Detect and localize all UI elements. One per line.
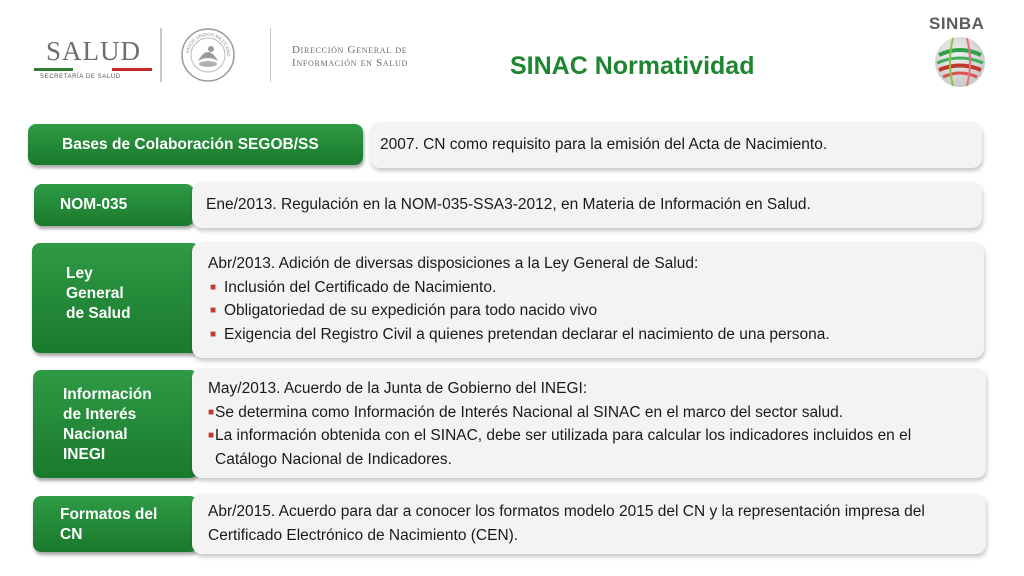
bullet-item (208, 424, 986, 471)
bullet-item (208, 401, 986, 425)
salud-logo-subtitle: SECRETARÍA DE SALUD (40, 74, 121, 80)
row-label-bases-colaboracion (28, 124, 363, 165)
row-label-line: General (66, 285, 124, 302)
header-divider (160, 28, 162, 82)
bullet-item (208, 299, 984, 323)
row-text: Abr/2013. Adición de diversas disposiciones a la Ley General de Salud: (208, 255, 699, 272)
row-label-line: de Salud (66, 305, 131, 322)
tricolor-line (34, 68, 152, 71)
sinba-globe-icon (933, 35, 987, 89)
bullet-text: Se determina como Información de Interés Nacional al SINAC en el marco del sector salud. (215, 403, 844, 421)
row-label-formatos-cn (33, 496, 198, 552)
row-text: 2007. CN como requisito para la emisión del Acta de Nacimiento. (380, 136, 828, 153)
row-label-ley-general-salud (32, 243, 200, 353)
bullet-square-icon: ■ (210, 281, 217, 293)
row-label-line: Ley (66, 265, 93, 282)
row-label-nom-035 (34, 184, 194, 226)
header-divider-2 (270, 28, 271, 82)
row-label-line: Información (63, 386, 152, 403)
row-label-line: de Interés (63, 406, 137, 423)
dgis-logo (292, 44, 408, 70)
row-label-line: NOM-035 (60, 196, 128, 213)
row-text: Abr/2015. Acuerdo para dar a conocer los formatos modelo 2015 del CN y la representación impresa del Certificado Electrónico de Nacimiento (CEN). (208, 503, 925, 544)
row-text: Ene/2013. Regulación en la NOM-035-SSA3-2012, en Materia de Información en Salud. (206, 196, 811, 213)
row-label-line: CN (60, 526, 83, 543)
row-content-ley-general-salud (192, 242, 984, 358)
row-content-informacion-interes-nacional (192, 368, 986, 478)
dgis-line-2: Información en Salud (292, 57, 408, 69)
row-label-line: INEGI (63, 446, 106, 463)
bullet-text: La información obtenida con el SINAC, debe ser utilizada para calcular los indicadores incluidos en el Catálogo Nacional de Indicadores. (215, 427, 912, 468)
mexico-seal-icon (180, 27, 236, 83)
salud-logo (30, 30, 160, 85)
bullet-square-icon: ■ (210, 305, 217, 316)
seal-text: TADOS UNIDOS MEXICANO (185, 31, 232, 57)
row-text: May/2013. Acuerdo de la Junta de Gobierno del INEGI: (208, 380, 588, 397)
row-label-line: Formatos del (60, 506, 158, 523)
row-content-formatos-cn (192, 494, 986, 554)
salud-logo-text: SALUD (46, 36, 142, 66)
row-label-informacion-interes-nacional (33, 370, 198, 478)
bullet-item (208, 323, 984, 347)
row-content-bases-colaboracion (370, 122, 982, 168)
dgis-line-1: Dirección General de (292, 44, 408, 56)
bullet-text: Inclusión del Certificado de Nacimiento. (224, 278, 497, 296)
bullet-square-icon: ■ (208, 430, 215, 441)
bullet-square-icon: ■ (210, 328, 217, 340)
row-label-line: Nacional (63, 426, 128, 443)
sinba-logo-text: SINBA (929, 14, 985, 33)
row-content-nom-035 (192, 182, 982, 228)
bullet-square-icon: ■ (208, 406, 215, 418)
row-label-line: Bases de Colaboración SEGOB/SS (62, 136, 319, 153)
bullet-text: Obligatoriedad de su expedición para todo nacido vivo (224, 302, 598, 319)
bullet-item (208, 276, 984, 300)
bullet-text: Exigencia del Registro Civil a quienes pretendan declarar el nacimiento de una persona. (224, 325, 830, 343)
page-title: SINAC Normatividad (510, 52, 755, 80)
